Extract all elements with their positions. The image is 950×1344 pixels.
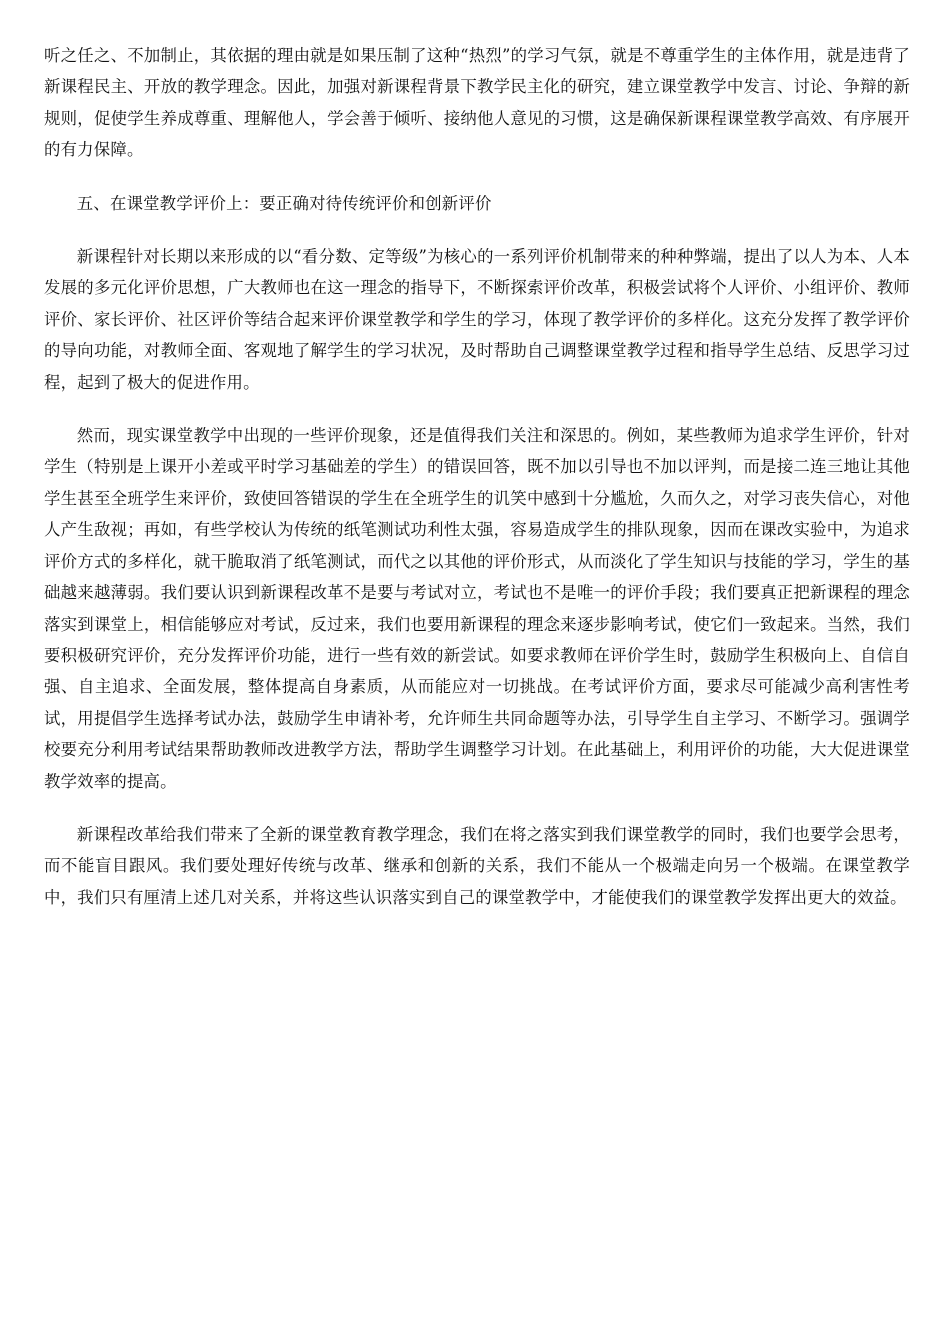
paragraph-conclusion: 新课程改革给我们带来了全新的课堂教育教学理念，我们在将之落实到我们课堂教学的同时，我们也要学会思考，而不能盲目跟风。我们要处理好传统与改革、继承和创新的关系，我们不能从一个极端走向另一个极端。在课堂教学中，我们只有厘清上述几对关系，并将这些认识落实到自己的课堂教学中，才能使我们的课堂教学发挥出更大的效益。 (44, 824, 910, 907)
paragraph-continued: 听之任之、不加制止，其依据的理由就是如果压制了这种“热烈”的学习气氛，就是不尊重学生的主体作用，就是违背了新课程民主、开放的教学理念。因此，加强对新课程背景下教学民主化的研究，建立课堂教学中发言、讨论、争辩的新规则，促使学生养成尊重、理解他人，学会善于倾听、接纳他人意见的习惯，这是确保新课程课堂教学高效、有序展开的有力保障。 (44, 46, 910, 160)
paragraph-new-curriculum-evaluation: 新课程针对长期以来形成的以“看分数、定等级”为核心的一系列评价机制带来的种种弊端，提出了以人为本、人本发展的多元化评价思想，广大教师也在这一理念的指导下，不断探索评价改革，积极尝试将个人评价、小组评价、教师评价、家长评价、社区评价等结合起来评价课堂教学和学生的学习，体现了教学评价的多样化。这充分发挥了教学评价的导向功能，对教师全面、客观地了解学生的学习状况，及时帮助自己调整课堂教学过程和指导学生总结、反思学习过程，起到了极大的促进作用。 (44, 247, 910, 392)
paragraph-evaluation-phenomena: 然而，现实课堂教学中出现的一些评价现象，还是值得我们关注和深思的。例如，某些教师为追求学生评价，针对学生（特别是上课开小差或平时学习基础差的学生）的错误回答，既不加以引导也不加以评判，而是接二连三地让其他学生甚至全班学生来评价，致使回答错误的学生在全班学生的讥笑中感到十分尴尬，久而久之，对学习丧失信心，对他人产生敌视；再如，有些学校认为传统的纸笔测试功利性太强，容易造成学生的排队现象，因而在课改实验中，为追求评价方式的多样化，就干脆取消了纸笔测试，而代之以其他的评价形式，从而淡化了学生知识与技能的学习，学生的基础越来越薄弱。我们要认识到新课程改革不是要与考试对立，考试也不是唯一的评价手段；我们要真正把新课程的理念落实到课堂上，相信能够应对考试，反过来，我们也要用新课程的理念来逐步影响考试，使它们一致起来。当然，我们要积极研究评价，充分发挥评价功能，进行一些有效的新尝试。如要求教师在评价学生时，鼓励学生积极向上、自信自强、自主追求、全面发展，整体提高自身素质，从而能应对一切挑战。在考试评价方面，要求尽可能减少高利害性考试，用提倡学生选择考试办法，鼓励学生申请补考，允许师生共同命题等办法，引导学生自主学习、不断学习。强调学校要充分利用考试结果帮助教师改进教学方法，帮助学生调整学习计划。在此基础上，利用评价的功能，大大促进课堂教学效率的提高。 (44, 426, 910, 791)
section-heading-five: 五、在课堂教学评价上：要正确对待传统评价和创新评价 (76, 193, 492, 213)
document-page (44, 40, 910, 935)
